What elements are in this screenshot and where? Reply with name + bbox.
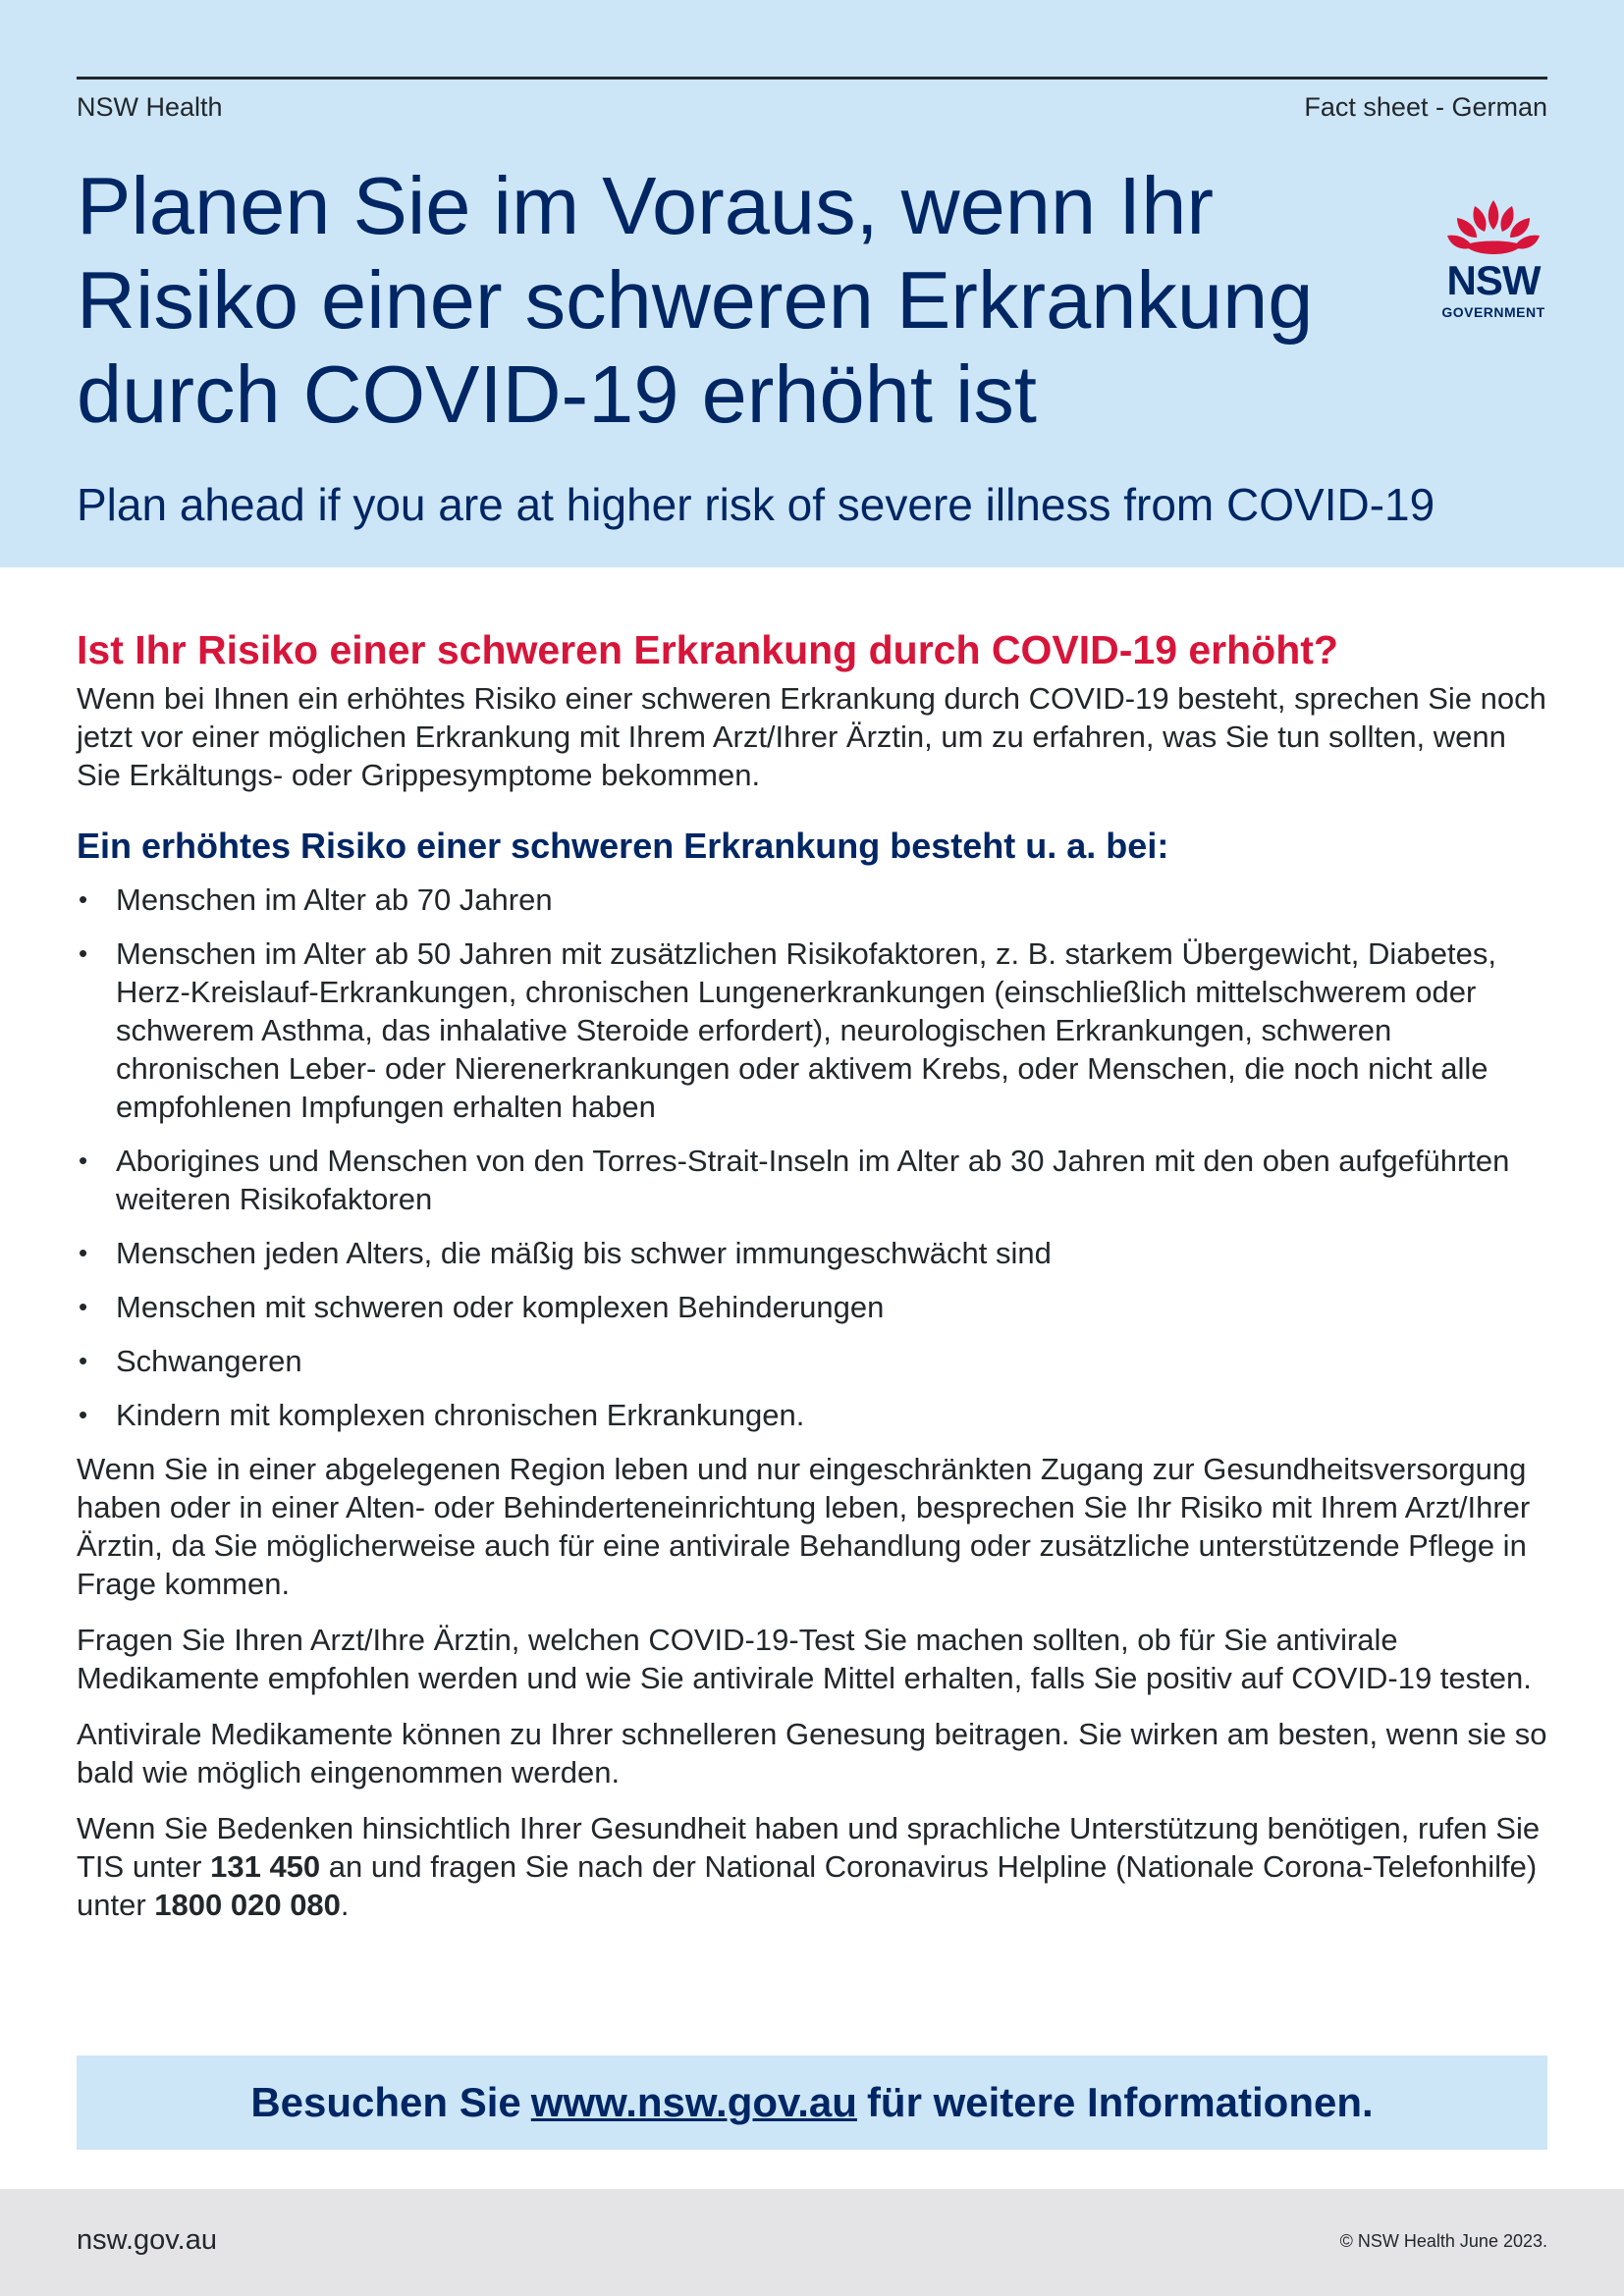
bullet-icon: • <box>79 884 88 914</box>
risk-heading: Ein erhöhtes Risiko einer schweren Erkrankung besteht u. a. bei: <box>77 826 1169 866</box>
nsw-gov-link[interactable]: www.nsw.gov.au <box>530 2079 857 2125</box>
help-text-2: an und fragen Sie nach der National Coronavirus Helpline (Nationale Corona-Telefonhilfe) unter <box>77 1849 1538 1922</box>
helpline-number: 1800 020 080 <box>154 1888 341 1922</box>
cta-prefix: Besuchen Sie <box>250 2079 521 2125</box>
list-item-text: Menschen im Alter ab 70 Jahren <box>116 882 553 917</box>
list-item <box>77 1342 1549 1380</box>
help-text-3: . <box>340 1888 350 1922</box>
bullet-icon: • <box>79 1346 88 1375</box>
tis-number: 131 450 <box>210 1849 321 1884</box>
list-item-text: Schwangeren <box>116 1344 302 1378</box>
footer <box>0 2189 1624 2296</box>
antiviral-paragraph: Antivirale Medikamente können zu Ihrer schnelleren Genesung beitragen. Sie wirken am besten, wenn sie so bald wie möglich eingenommen werden. <box>77 1717 1547 1789</box>
list-item <box>77 934 1549 1126</box>
page-subtitle: Plan ahead if you are at higher risk of severe illness from COVID-19 <box>77 479 1435 530</box>
section-heading: Ist Ihr Risiko einer schweren Erkrankung durch COVID-19 erhöht? <box>77 627 1338 672</box>
list-item <box>77 1234 1549 1272</box>
bullet-icon: • <box>79 1292 88 1321</box>
bullet-icon: • <box>79 1146 88 1175</box>
test-paragraph: Fragen Sie Ihren Arzt/Ihre Ärztin, welchen COVID-19-Test Sie machen sollten, ob für Sie antivirale Medikamente empfohlen werden und wie Sie antivirale Mittel erhalten, falls Sie positiv auf COVID-19 testen. <box>77 1623 1532 1695</box>
page-title: Planen Sie im Voraus, wenn Ihr Risiko einer schweren Erkrankung durch COVID-19 erhöht ist <box>77 160 1314 440</box>
header-band <box>0 0 1624 567</box>
list-item-text: Menschen mit schweren oder komplexen Behinderungen <box>116 1290 885 1324</box>
list-item-text: Aborigines und Menschen von den Torres-Strait-Inseln im Alter ab 30 Jahren mit den oben aufgeführten weiteren Risikofaktoren <box>116 1144 1510 1216</box>
list-item <box>77 881 1549 919</box>
header-rule <box>77 77 1547 80</box>
nsw-government-logo <box>1435 196 1551 326</box>
info-banner <box>77 2056 1547 2150</box>
list-item <box>77 1288 1549 1326</box>
logo-subtext: GOVERNMENT <box>1441 304 1545 320</box>
cta-suffix: für weitere Informationen. <box>866 2079 1374 2125</box>
footer-copyright: © NSW Health June 2023. <box>1339 2231 1547 2251</box>
footer-site: nsw.gov.au <box>77 2224 217 2256</box>
list-item-text: Menschen jeden Alters, die mäßig bis schwer immungeschwächt sind <box>116 1236 1052 1270</box>
risk-list <box>77 881 1549 1434</box>
bullet-icon: • <box>79 938 88 968</box>
remote-paragraph: Wenn Sie in einer abgelegenen Region leben und nur eingeschränkten Zugang zur Gesundheitsversorgung haben oder in einer Alten- oder Behinderteneinrichtung leben, besprechen Sie Ihr Risiko mit Ihrem Arzt/Ihrer Ärztin, da Sie möglicherweise auch für eine antivirale Behandlung oder zusätzliche unterstützende Pflege in Frage kommen. <box>77 1452 1531 1601</box>
org-name: NSW Health <box>77 92 223 122</box>
list-item-text: Menschen im Alter ab 50 Jahren mit zusätzlichen Risikofaktoren, z. B. starkem Übergewicht, Diabetes, Herz-Kreislauf-Erkrankungen, chronischen Lungenerkrankungen (einschließlich mittelschwerem oder schwerem Asthma, das inhalative Steroide erfordert), neurologischen Erkrankungen, schweren chronischen Leber- oder Nierenerkrankungen oder aktivem Krebs, oder Menschen, die noch nicht alle empfohlenen Impfungen erhalten haben <box>116 936 1496 1124</box>
list-item-text: Kindern mit komplexen chronischen Erkrankungen. <box>116 1398 805 1432</box>
bullet-icon: • <box>79 1400 88 1429</box>
sheet-type: Fact sheet - German <box>1304 92 1547 122</box>
help-text-1: Wenn Sie Bedenken hinsichtlich Ihrer Gesundheit haben und sprachliche Unterstützung benötigen, rufen Sie TIS unter <box>77 1811 1541 1884</box>
list-item <box>77 1396 1549 1434</box>
help-paragraph <box>77 1809 1549 1924</box>
intro-paragraph: Wenn bei Ihnen ein erhöhtes Risiko einer schweren Erkrankung durch COVID-19 besteht, sprechen Sie noch jetzt vor einer möglichen Erkrankung mit Ihrem Arzt/Ihrer Ärztin, um zu erfahren, was Sie tun sollten, wenn Sie Erkältungs- oder Grippesymptome bekommen. <box>77 681 1546 792</box>
bullet-icon: • <box>79 1238 88 1267</box>
main-content <box>77 624 1549 1942</box>
list-item <box>77 1142 1549 1218</box>
logo-wordmark: NSW <box>1446 257 1541 303</box>
